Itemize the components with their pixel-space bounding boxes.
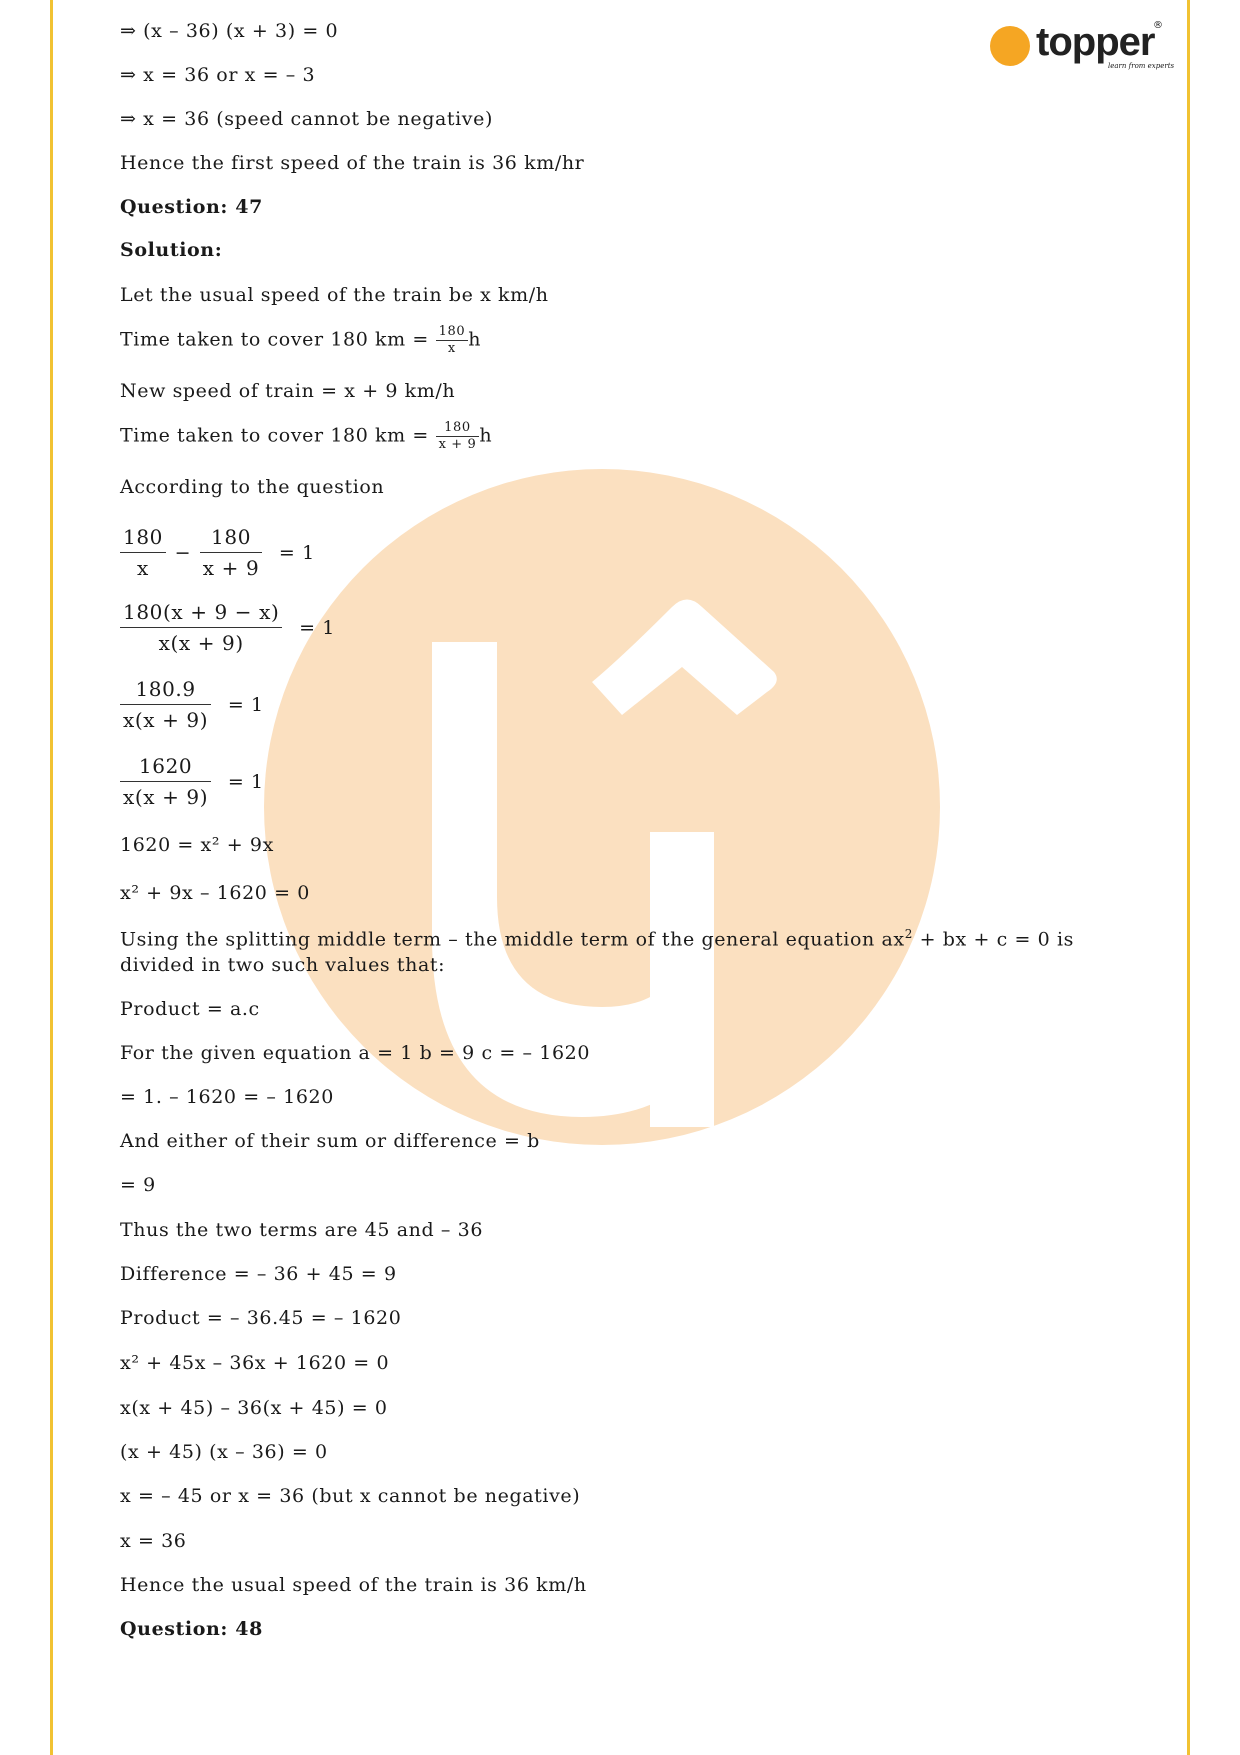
- text-line: x(x + 45) – 36(x + 45) = 0: [120, 1397, 388, 1419]
- text-line: Hence the usual speed of the train is 36 km/h: [120, 1574, 587, 1596]
- text-line: x = 36: [120, 1530, 187, 1552]
- equation-3: $\frac{180.9}{x(x + 9)}$ = 1: [120, 674, 274, 735]
- equation-2: $\frac{180(x + 9 - x)}{x(x + 9)}$ = 1: [120, 597, 345, 658]
- logo-tagline: learn from experts: [1108, 62, 1175, 70]
- registered-mark: ®: [1153, 20, 1163, 31]
- text-line: ⇒ x = 36 (speed cannot be negative): [120, 108, 493, 130]
- fraction: $\frac{180}{x}$: [436, 324, 469, 357]
- text-line: Product = – 36.45 = – 1620: [120, 1307, 402, 1329]
- text-line: = 9: [120, 1174, 156, 1196]
- text-line: According to the question: [120, 476, 385, 498]
- text-line: For the given equation a = 1 b = 9 c = – 1620: [120, 1042, 591, 1064]
- text-line: ⇒ (x – 36) (x + 3) = 0: [120, 20, 339, 42]
- solution-heading: Solution:: [120, 239, 223, 261]
- time-formula-line: Time taken to cover 180 km = $\frac{180}{x + 9}$ h: [120, 420, 493, 452]
- logo-text: topper: [1036, 20, 1155, 64]
- question-heading: Question: 47: [120, 196, 263, 218]
- page-border-right: [1187, 0, 1190, 1755]
- text-line: And either of their sum or difference = b: [120, 1130, 540, 1152]
- fraction: $\frac{180}{x + 9}$: [436, 420, 480, 453]
- text-line: divided in two such values that:: [120, 954, 446, 976]
- text-line: New speed of train = x + 9 km/h: [120, 380, 456, 402]
- logo-u-icon: [990, 26, 1030, 66]
- equation-1: $\frac{180}{x}$ − $\frac{180}{x + 9}$ = 1: [120, 522, 325, 583]
- text-line: = 1. – 1620 = – 1620: [120, 1086, 334, 1108]
- text-line: Hence the first speed of the train is 36 km/hr: [120, 152, 585, 174]
- time-formula-line: Time taken to cover 180 km = $\frac{180}{x}$ h: [120, 324, 482, 356]
- page-border-left: [50, 0, 53, 1755]
- text-line: (x + 45) (x – 36) = 0: [120, 1441, 328, 1463]
- text-line: Let the usual speed of the train be x km/h: [120, 284, 549, 306]
- text-line: Thus the two terms are 45 and – 36: [120, 1219, 484, 1241]
- text-line: x² + 9x – 1620 = 0: [120, 882, 310, 904]
- text-line: Difference = – 36 + 45 = 9: [120, 1263, 397, 1285]
- text-line: x² + 45x – 36x + 1620 = 0: [120, 1352, 390, 1374]
- question-heading: Question: 48: [120, 1618, 263, 1640]
- text-line: Using the splitting middle term – the middle term of the general equation $ax^2$ + bx + c = 0 is: [120, 927, 1075, 951]
- text-line: ⇒ x = 36 or x = – 3: [120, 64, 316, 86]
- equation-4: $\frac{1620}{x(x + 9)}$ = 1: [120, 751, 274, 812]
- text-line: Product = a.c: [120, 998, 260, 1020]
- topper-logo: [990, 20, 1165, 80]
- text-line: x = – 45 or x = 36 (but x cannot be negative): [120, 1485, 581, 1507]
- text-line: 1620 = x² + 9x: [120, 834, 274, 856]
